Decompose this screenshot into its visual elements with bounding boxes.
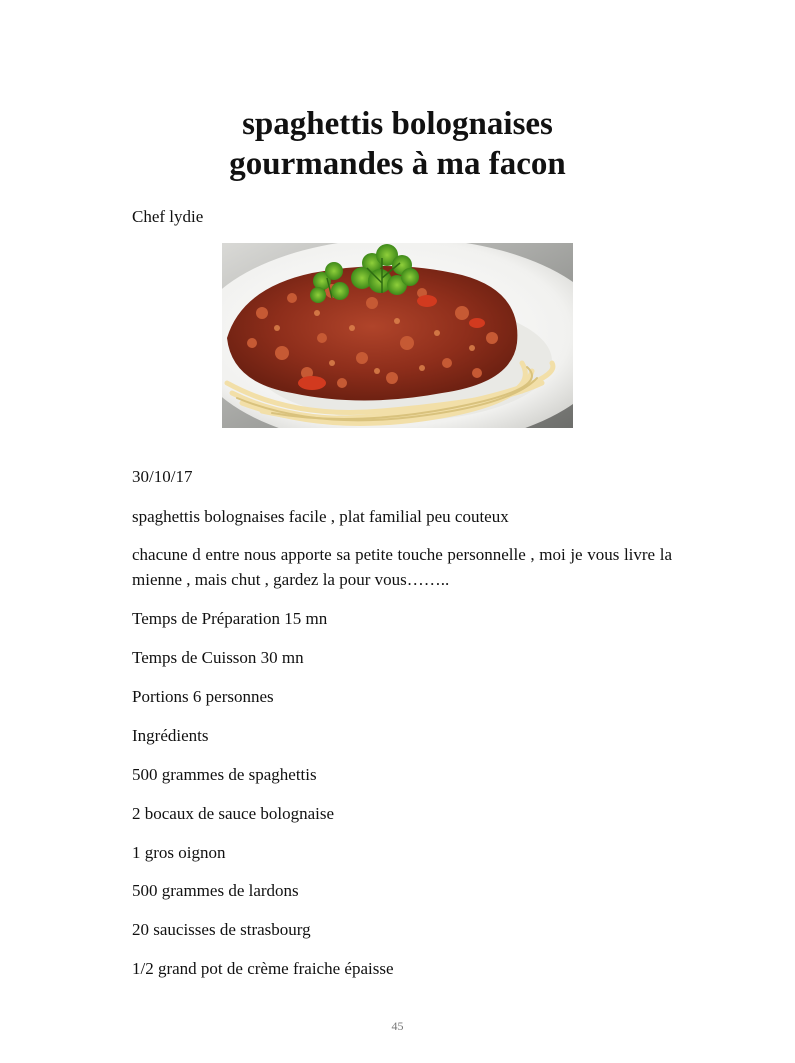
ingredient-item: 2 bocaux de sauce bolognaise [132, 804, 335, 823]
title-line-2: gourmandes à ma facon [229, 146, 566, 182]
ingredient-item: 20 saucisses de strasbourg [132, 920, 311, 939]
ingredient-item: 500 grammes de spaghettis [132, 765, 317, 784]
page-number: 45 [391, 1019, 404, 1033]
prep-time: Temps de Préparation 15 mn [132, 609, 328, 628]
author-name: Chef lydie [132, 207, 204, 226]
spaghetti-bolognese-photo [222, 243, 573, 428]
servings: Portions 6 personnes [132, 687, 274, 706]
recipe-intro: chacune d entre nous apporte sa petite touche personnelle , moi je vous livre la mienne , mais chut , gardez la pour vous…….. [132, 545, 672, 589]
recipe-date: 30/10/17 [132, 467, 193, 486]
title-line-1: spaghettis bolognaises [242, 106, 553, 142]
ingredients-heading: Ingrédients [132, 726, 209, 745]
ingredient-item: 1 gros oignon [132, 843, 226, 862]
cook-time: Temps de Cuisson 30 mn [132, 648, 304, 667]
recipe-description: spaghettis bolognaises facile , plat familial peu couteux [132, 507, 509, 526]
recipe-title [100, 104, 695, 184]
ingredient-item: 1/2 grand pot de crème fraiche épaisse [132, 959, 394, 978]
ingredient-item: 500 grammes de lardons [132, 881, 299, 900]
